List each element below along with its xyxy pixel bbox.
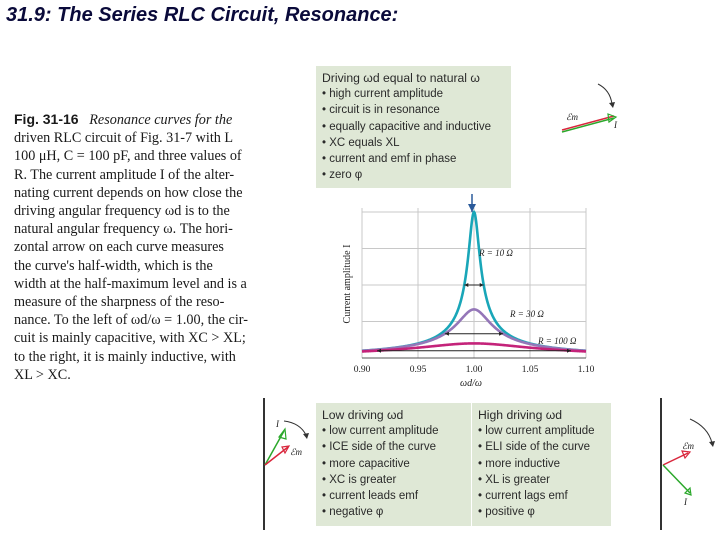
rotation-arrowhead — [303, 433, 309, 439]
rotation-arrow — [690, 419, 712, 443]
caption-line: zontal arrow on each curve measures — [14, 239, 224, 256]
box-item: • negative φ — [322, 504, 465, 520]
box-item: • current lags emf — [478, 488, 605, 504]
box-item: • low current amplitude — [322, 423, 465, 439]
x-tick-label: 0.95 — [409, 365, 427, 375]
box-heading: Driving ωd equal to natural ω — [322, 71, 480, 85]
peak-arrowhead — [468, 204, 476, 212]
caption-line: R. The current amplitude I of the alter- — [14, 166, 235, 183]
series-label-r100: R = 100 Ω — [538, 336, 577, 346]
caption-line: natural angular frequency ω. The hori- — [14, 221, 233, 238]
x-tick-labels — [354, 365, 595, 375]
caption-line: XL > XC. — [14, 366, 71, 383]
emf-label: ℰm — [682, 441, 694, 451]
box-heading: Low driving ωd — [322, 408, 404, 422]
caption-line: width at the half-maximum level and is a — [14, 275, 247, 292]
box-item: • circuit is in resonance — [322, 102, 505, 118]
box-item: • current leads emf — [322, 488, 465, 504]
emf-phasor — [265, 447, 288, 465]
current-label: I — [276, 419, 279, 429]
y-axis-label: Current amplitude I — [342, 244, 353, 324]
current-label: I — [684, 497, 687, 507]
box-item: • high current amplitude — [322, 86, 505, 102]
caption-line: 100 μH, C = 100 pF, and three values of — [14, 148, 242, 165]
series-label-r10: R = 10 Ω — [479, 248, 513, 258]
box-heading: High driving ωd — [478, 408, 563, 422]
rotation-arrow — [598, 84, 612, 104]
phasor-low — [262, 415, 316, 475]
caption-line: Resonance curves for the — [89, 112, 233, 128]
caption-line: nating current depends on how close the — [14, 184, 243, 201]
caption-line: measure of the sharpness of the reso- — [14, 294, 225, 311]
x-tick-label: 0.90 — [353, 365, 371, 375]
box-item: • ICE side of the curve — [322, 439, 465, 455]
box-item: • XL is greater — [478, 472, 605, 488]
current-label: I — [614, 120, 617, 130]
box-item: • more inductive — [478, 456, 605, 472]
x-tick-label: 1.10 — [577, 365, 595, 375]
resonance-box — [316, 66, 511, 188]
box-item: • zero φ — [322, 167, 505, 183]
current-phasor — [265, 431, 284, 465]
figure-caption — [14, 110, 286, 384]
caption-line: to the right, it is mainly inductive, with — [14, 348, 236, 365]
x-axis-label: ωd/ω — [460, 378, 482, 389]
emf-label: ℰm — [566, 112, 578, 122]
rotation-arrowhead — [709, 441, 715, 447]
series-label-r30: R = 30 Ω — [510, 309, 544, 319]
caption-line: driven RLC circuit of Fig. 31-7 with L — [14, 130, 234, 147]
box-item: • ELI side of the curve — [478, 439, 605, 455]
phasor-resonance — [548, 80, 628, 140]
figure-label: Fig. 31-16 — [14, 111, 79, 127]
phasor-high — [660, 415, 718, 507]
rotation-arrowhead — [609, 102, 615, 108]
box-item: • more capacitive — [322, 456, 465, 472]
box-item: • low current amplitude — [478, 423, 605, 439]
high-driving-box — [472, 403, 611, 526]
resonance-chart — [336, 190, 606, 395]
caption-line: the curve's half-width, which is the — [14, 257, 213, 274]
low-driving-box — [316, 403, 471, 526]
box-item: • XC equals XL — [322, 135, 505, 151]
emf-label: ℰm — [290, 447, 302, 457]
x-tick-label: 1.00 — [465, 365, 483, 375]
caption-line: nance. To the left of ωd/ω = 1.00, the cir- — [14, 312, 248, 329]
caption-line: cuit is mainly capacitive, with XC > XL; — [14, 330, 246, 347]
x-tick-label: 1.05 — [521, 365, 539, 375]
box-item: • positive φ — [478, 504, 605, 520]
caption-line: driving angular frequency ωd is to the — [14, 203, 230, 220]
current-phasor — [663, 465, 690, 493]
slide-title: 31.9: The Series RLC Circuit, Resonance: — [6, 4, 399, 26]
box-item: • XC is greater — [322, 472, 465, 488]
rotation-arrow — [284, 421, 306, 435]
box-item: • current and emf in phase — [322, 151, 505, 167]
box-item: • equally capacitive and inductive — [322, 119, 505, 135]
